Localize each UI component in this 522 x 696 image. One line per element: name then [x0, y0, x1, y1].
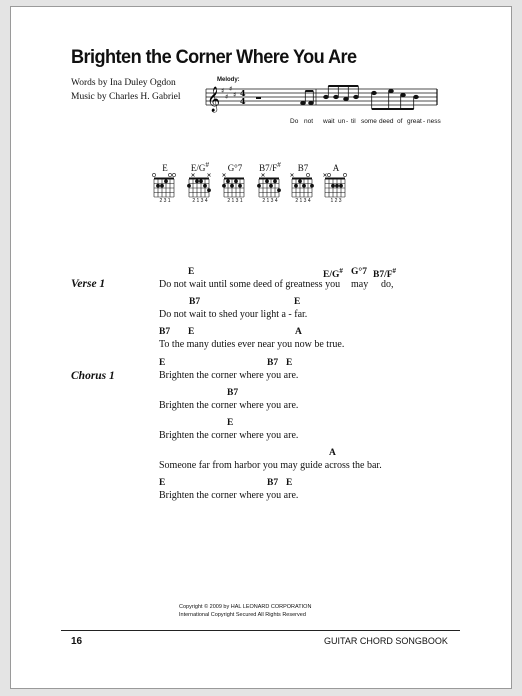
- finger-dot: [265, 179, 269, 183]
- chord-grid: [222, 174, 244, 198]
- muted-string-marker: [324, 174, 327, 177]
- copyright-line: Copyright © 2009 by HAL LEONARD CORPORATION: [179, 604, 312, 610]
- footer-divider: [61, 630, 460, 631]
- chord-symbol: B7: [267, 478, 279, 488]
- open-string-marker: [152, 173, 155, 176]
- chord-diagram-name: E/G#: [190, 160, 210, 173]
- chord-diagram-name: A: [332, 163, 340, 173]
- time-signature: 4: [240, 96, 246, 106]
- finger-dot: [222, 184, 226, 188]
- muted-string-marker: [291, 174, 294, 177]
- sheet-page: [10, 6, 512, 689]
- finger-dot: [226, 179, 230, 183]
- melody-lyric: great: [407, 118, 422, 125]
- finger-dot: [230, 184, 234, 188]
- melody-lyric: some: [361, 118, 377, 125]
- finger-numbers: 2 1 3 4: [192, 198, 208, 204]
- sharp-icon: ♯: [221, 87, 225, 95]
- finger-dot: [331, 184, 335, 188]
- chord-symbol: E: [159, 358, 166, 368]
- finger-dot: [207, 188, 211, 192]
- muted-string-marker: [208, 174, 211, 177]
- music-credit: Music by Charles H. Gabriel: [71, 92, 181, 102]
- melody-lyric: Do: [290, 118, 299, 125]
- muted-string-marker: [192, 174, 195, 177]
- melody-label: Melody:: [217, 77, 240, 83]
- chord-grid: [257, 174, 281, 198]
- lyric-line: Someone far from harbor you may guide across the bar.: [159, 460, 382, 471]
- finger-dot: [273, 179, 277, 183]
- finger-dot: [269, 184, 273, 188]
- finger-dot: [277, 188, 281, 192]
- chord-diagram-name: B7/F#: [259, 160, 281, 173]
- finger-numbers: 1 2 3: [330, 198, 342, 204]
- treble-clef-icon: 𝄞: [207, 87, 221, 112]
- lyric-line: Brighten the corner where you are.: [159, 370, 299, 381]
- sharp-icon: ♯: [229, 85, 233, 93]
- chord-grid: [152, 173, 175, 197]
- finger-dot: [195, 179, 199, 183]
- finger-dot: [294, 184, 298, 188]
- muted-string-marker: [223, 174, 226, 177]
- chord-diagrams: [11, 7, 511, 207]
- chord-diagram-name: E: [162, 163, 168, 173]
- melody-lyric: not: [304, 118, 314, 125]
- melody-lyric: of: [397, 118, 403, 125]
- finger-dot: [339, 184, 343, 188]
- finger-numbers: 2 1 3 4: [262, 198, 278, 204]
- chord-symbol: B7/F#: [373, 267, 397, 281]
- finger-dot: [156, 184, 160, 188]
- chord-symbol: E: [188, 327, 195, 337]
- lyric-line: Brighten the corner where you are.: [159, 490, 299, 501]
- sharp-icon: ♯: [233, 91, 237, 99]
- section-label-chorus: Chorus 1: [71, 370, 115, 382]
- lyric-line: To the many duties ever near you now be true.: [159, 339, 345, 350]
- song-title: Brighten the Corner Where You Are: [71, 46, 357, 68]
- chord-symbol: G°7: [351, 267, 367, 277]
- finger-dot: [160, 184, 164, 188]
- chord-symbol: B7: [267, 358, 279, 368]
- chord-symbol: E: [188, 267, 195, 277]
- chord-symbol: A: [295, 327, 302, 337]
- lyric-word: may: [351, 279, 369, 290]
- book-title: GUITAR CHORD SONGBOOK: [324, 636, 448, 646]
- chord-symbol: E/G#: [323, 267, 343, 281]
- finger-dot: [257, 184, 261, 188]
- copyright-line: International Copyright Secured All Rights Reserved: [179, 612, 306, 618]
- finger-dot: [310, 184, 314, 188]
- finger-dot: [238, 184, 242, 188]
- page-number: 16: [71, 636, 83, 647]
- finger-dot: [335, 184, 339, 188]
- time-signature: 4: [240, 88, 246, 98]
- melody-lyric: wait: [323, 118, 335, 125]
- chord-symbol: B7: [189, 297, 201, 307]
- finger-dot: [298, 179, 302, 183]
- lyric-line: Brighten the corner where you are.: [159, 400, 299, 411]
- open-string-marker: [343, 173, 346, 176]
- words-credit: Words by Ina Duley Ogdon: [71, 78, 176, 88]
- melody-lyric: deed: [379, 118, 394, 125]
- chord-symbol: E: [159, 478, 166, 488]
- melody-lyric: ness: [427, 118, 441, 125]
- lyric-line: Do not wait until some deed of greatness you: [159, 279, 341, 290]
- finger-numbers: 2 1 3 4: [295, 198, 311, 204]
- chord-grid: [291, 173, 314, 197]
- chord-diagram-name: G°7: [227, 163, 243, 173]
- finger-dot: [164, 179, 168, 183]
- melody-lyric: un: [338, 118, 346, 125]
- finger-dot: [302, 184, 306, 188]
- chord-symbol: A: [329, 448, 336, 458]
- sharp-icon: ♯: [225, 93, 229, 101]
- lyric-line: Brighten the corner where you are.: [159, 430, 299, 441]
- melody-lyric: -: [346, 118, 349, 125]
- finger-dot: [234, 179, 238, 183]
- chord-diagram-name: B7: [297, 163, 309, 173]
- finger-dot: [199, 179, 203, 183]
- finger-dot: [187, 184, 191, 188]
- chord-symbol: E: [286, 478, 293, 488]
- melody-lyric: til: [351, 118, 356, 125]
- chord-grid: [324, 173, 347, 197]
- open-string-marker: [327, 173, 330, 176]
- section-label-verse: Verse 1: [71, 278, 106, 290]
- open-string-marker: [172, 173, 175, 176]
- open-string-marker: [306, 173, 309, 176]
- chord-symbol: E: [294, 297, 301, 307]
- lyric-word: do,: [381, 279, 394, 290]
- chord-symbol: E: [286, 358, 293, 368]
- lyric-line: Do not wait to shed your light a - far.: [159, 309, 308, 320]
- muted-string-marker: [262, 174, 265, 177]
- open-string-marker: [168, 173, 171, 176]
- chord-symbol: B7: [227, 388, 239, 398]
- chord-symbol: B7: [159, 327, 171, 337]
- chord-grid: [187, 174, 211, 198]
- finger-numbers: 2 3 1: [159, 198, 171, 204]
- finger-dot: [203, 184, 207, 188]
- chord-symbol: E: [227, 418, 234, 428]
- finger-numbers: 2 1 3 1: [227, 198, 243, 204]
- melody-lyric: -: [423, 118, 426, 125]
